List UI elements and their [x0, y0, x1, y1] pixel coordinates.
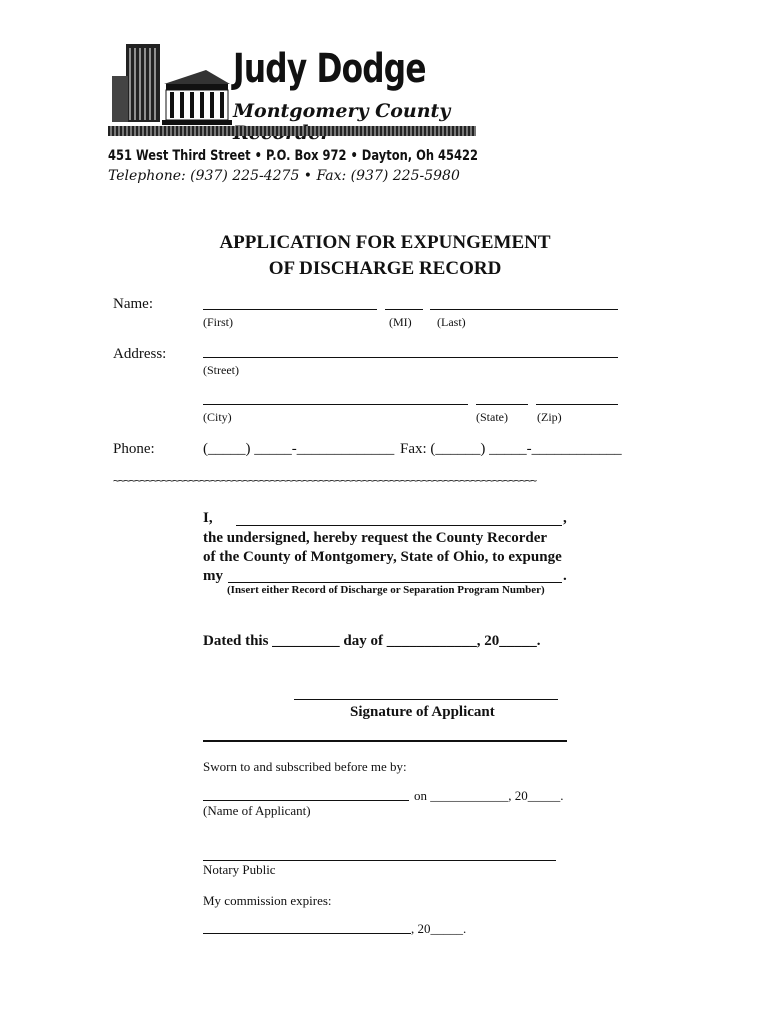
record-type-note: (Insert either Record of Discharge or Separation Program Number) [227, 584, 545, 596]
tilde-separator: ~~~~~~~~~~~~~~~~~~~~~~~~~~~~~~~~~~~~~~~~~~~~~~~~~~~~~~~~~~~~~~~~~~~~~~~~~~~~~~ [113, 474, 536, 487]
zip-field[interactable] [536, 404, 618, 405]
notary-public-caption: Notary Public [203, 862, 276, 877]
street-caption: (Street) [203, 363, 239, 377]
letterhead [108, 40, 488, 190]
state-caption: (State) [476, 410, 508, 424]
form-title-line1: APPLICATION FOR EXPUNGEMENT [219, 232, 551, 253]
office-address: 451 West Third Street • P.O. Box 972 • Dayton, Oh 45422 [108, 148, 478, 164]
mi-caption: (MI) [389, 315, 412, 329]
phone-field[interactable]: (_____) _____-_____________ [203, 441, 395, 457]
state-field[interactable] [476, 404, 528, 405]
sworn-date-field[interactable]: on ____________, 20_____. [414, 788, 564, 803]
logo-divider [108, 126, 476, 136]
commission-expiry-field[interactable] [203, 933, 411, 934]
first-caption: (First) [203, 315, 233, 329]
name-label: Name: [113, 296, 153, 312]
signature-label: Signature of Applicant [350, 704, 495, 720]
notary-divider [203, 740, 567, 742]
city-caption: (City) [203, 410, 232, 424]
request-period: . [563, 568, 567, 584]
commission-year: , 20_____. [411, 921, 467, 936]
middle-initial-field[interactable] [385, 309, 423, 310]
address-label: Address: [113, 346, 167, 362]
street-field[interactable] [203, 357, 618, 358]
request-line-3: of the County of Montgomery, State of Ohio, to expunge [203, 549, 562, 565]
office-telephone: Telephone: (937) 225-4275 • Fax: (937) 225-5980 [108, 168, 460, 184]
name-of-applicant-caption: (Name of Applicant) [203, 803, 311, 818]
request-i: I, [203, 510, 213, 526]
notary-applicant-name-field[interactable] [203, 800, 409, 801]
request-my: my [203, 568, 223, 584]
building-logo-icon [108, 40, 233, 126]
dated-line[interactable]: Dated this _________ day of ____________, 20_____. [203, 633, 541, 649]
signature-field[interactable] [294, 699, 558, 700]
commission-expires-label: My commission expires: [203, 893, 332, 908]
city-field[interactable] [203, 404, 468, 405]
request-line-2: the undersigned, hereby request the County Recorder [203, 530, 548, 546]
last-name-field[interactable] [430, 309, 618, 310]
zip-caption: (Zip) [537, 410, 562, 424]
first-name-field[interactable] [203, 309, 377, 310]
notary-signature-field[interactable] [203, 860, 556, 861]
applicant-name-field[interactable] [236, 525, 562, 526]
form-title-line2: OF DISCHARGE RECORD [268, 258, 502, 279]
recorder-name: Judy Dodge [233, 46, 426, 92]
request-comma: , [563, 510, 567, 526]
recorder-subtitle: Montgomery County [233, 100, 451, 122]
fax-field[interactable]: Fax: (______) _____-____________ [400, 441, 622, 457]
sworn-text: Sworn to and subscribed before me by: [203, 759, 407, 774]
last-caption: (Last) [437, 315, 466, 329]
record-number-field[interactable] [228, 582, 562, 583]
phone-label: Phone: [113, 441, 155, 457]
